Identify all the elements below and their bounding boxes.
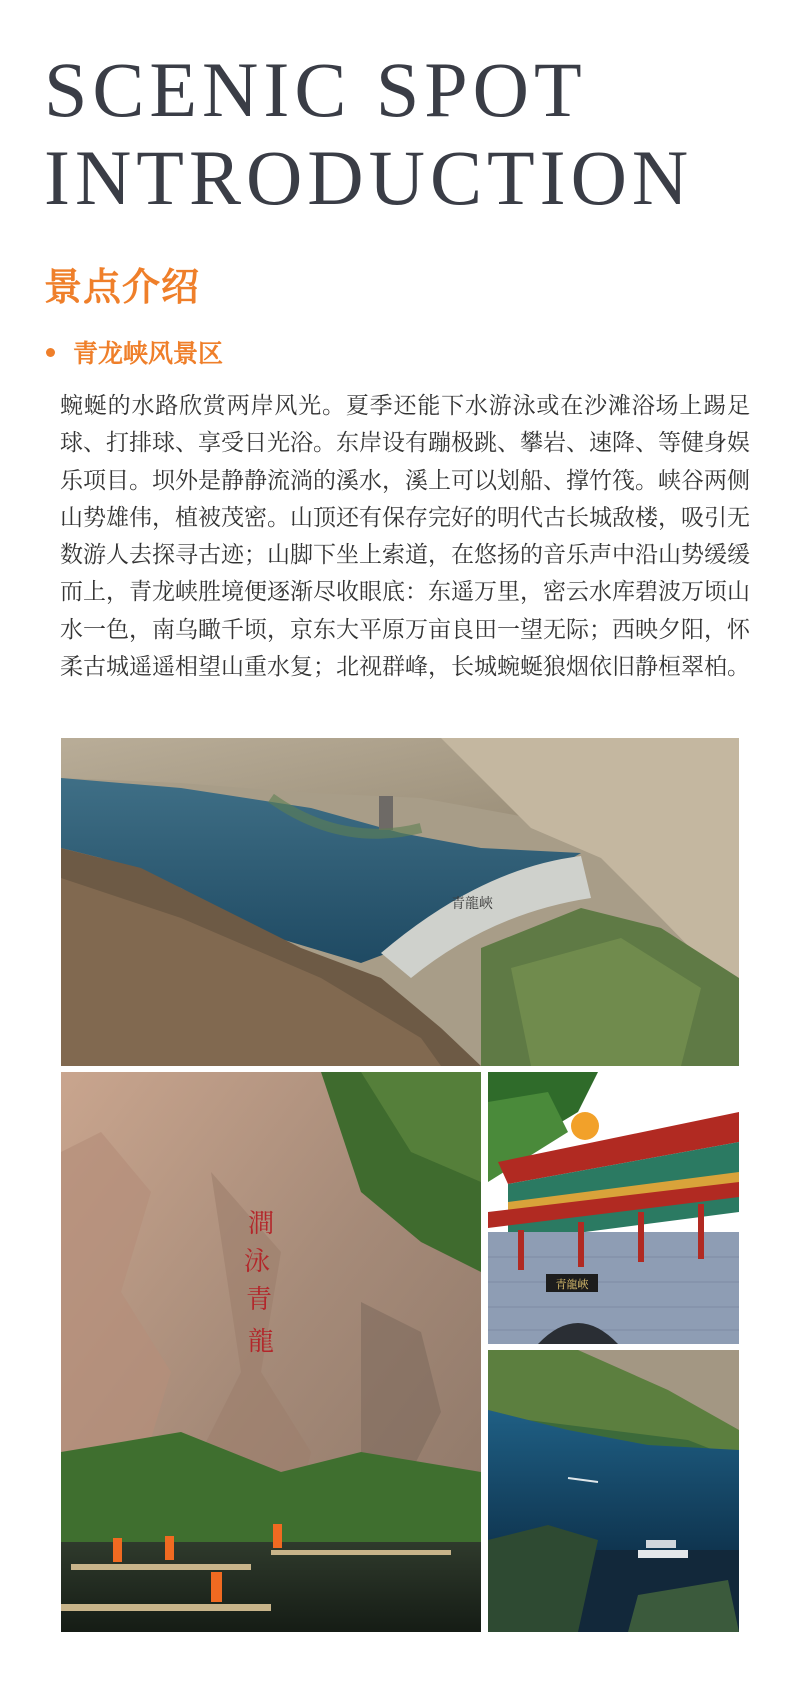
title-line-2: INTRODUCTION bbox=[44, 134, 694, 221]
spot-description: 蜿蜒的水路欣赏两岸风光。夏季还能下水游泳或在沙滩浴场上踢足球、打排球、享受日光浴。东岸设有蹦极跳、攀岩、速降、等健身娱乐项目。坝外是静静流淌的溪水，溪上可以划船、撑竹筏。峡谷两侧山势雄伟，植被茂密。山顶还有保存完好的明代古长城敌楼，吸引无数游人去探寻古迹；山脚下坐上索道，在悠扬的音乐声中沿山势缓缓而上，青龙峡胜境便逐渐尽收眼底：东遥万里，密云水库碧波万顷山水一色，南乌瞰千顷，京东大平原万亩良田一望无际；西映夕阳，怀柔古城遥遥相望山重水复；北视群峰，长城蜿蜒狼烟依旧静桓翠柏。 bbox=[60, 393, 750, 681]
photo-lake-boats bbox=[488, 1350, 739, 1632]
photo-cliff-rafting bbox=[61, 1072, 481, 1632]
title-line-1: SCENIC SPOT bbox=[44, 46, 587, 133]
inscription-char-1: 澗 bbox=[247, 1209, 275, 1239]
section-heading: 景点介绍 bbox=[44, 265, 201, 309]
inscription-char-4: 龍 bbox=[247, 1327, 275, 1357]
dam-plaque-text: 青龍峽 bbox=[451, 896, 493, 912]
gate-plaque-text: 青龍峽 bbox=[555, 1278, 589, 1291]
photo-temple-gate bbox=[488, 1072, 739, 1344]
photo-reservoir-dam bbox=[61, 738, 739, 1066]
spot-heading bbox=[46, 334, 223, 370]
inscription-char-2: 泳 bbox=[243, 1247, 271, 1277]
inscription-char-3: 青 bbox=[245, 1285, 273, 1315]
bullet-icon bbox=[46, 348, 55, 357]
spot-name: 青龙峡风景区 bbox=[73, 339, 224, 368]
page-title bbox=[44, 46, 693, 222]
